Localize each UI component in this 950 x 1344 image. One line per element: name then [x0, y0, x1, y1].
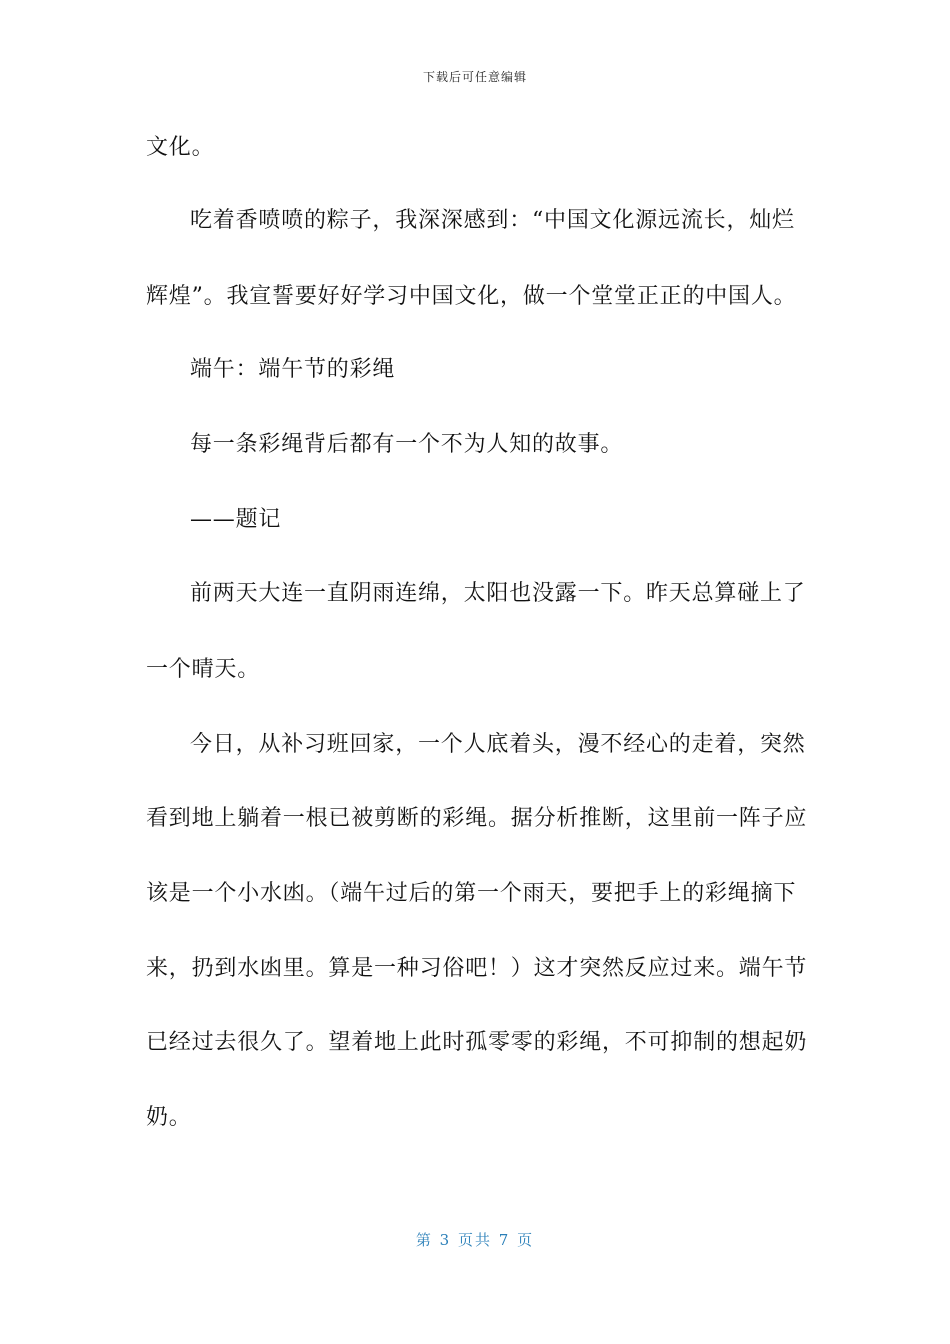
text-line: 今日，从补习班回家，一个人底着头，漫不经心的走着，突然 [190, 732, 806, 757]
page-number-footer: 第 3 页共 7 页 [415, 1231, 535, 1249]
header-note: 下载后可任意编辑 [422, 70, 527, 84]
text-line: 看到地上躺着一根已被剪断的彩绳。据分析推断，这里前一阵子应 [146, 806, 808, 831]
text-line: 前两天大连一直阴雨连绵，太阳也没露一下。昨天总算碰上了 [190, 581, 806, 606]
text-line: ——题记 [190, 507, 282, 532]
text-line: 文化。 [146, 135, 215, 160]
text-line: 吃着香喷喷的粽子，我深深感到：“中国文化源远流长，灿烂 [190, 208, 795, 233]
text-line: 来，扔到水凼里。算是一种习俗吧！）这才突然反应过来。端午节 [146, 956, 808, 981]
text-line: 每一条彩绳背后都有一个不为人知的故事。 [190, 432, 624, 457]
text-line: 该是一个小水凼。（端午过后的第一个雨天，要把手上的彩绳摘下 [146, 881, 797, 906]
text-line: 奶。 [146, 1105, 192, 1130]
text-line: 已经过去很久了。望着地上此时孤零零的彩绳，不可抑制的想起奶 [146, 1030, 808, 1055]
section-heading: 端午：端午节的彩绳 [190, 357, 396, 382]
text-line: 一个晴天。 [146, 657, 261, 682]
text-line: 辉煌”。我宣誓要好好学习中国文化，做一个堂堂正正的中国人。 [146, 284, 797, 309]
